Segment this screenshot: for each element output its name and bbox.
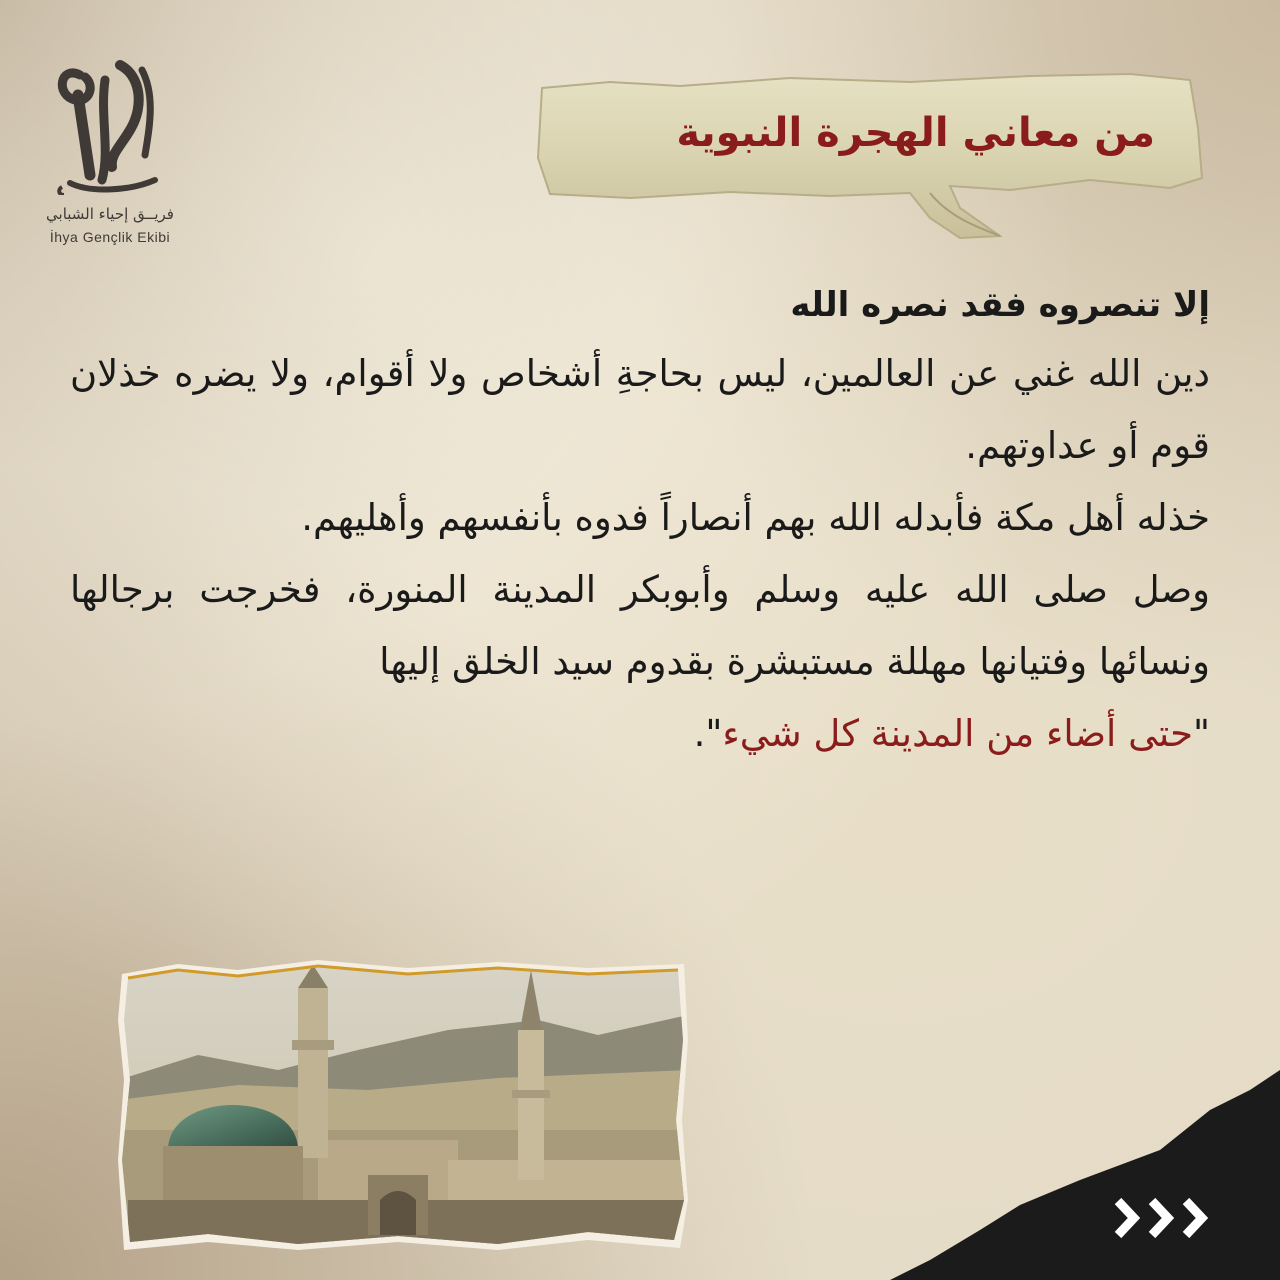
article-heading: إلا تنصروه فقد نصره الله	[790, 285, 1210, 325]
article-body	[70, 272, 1210, 770]
next-page-button[interactable]	[1112, 1195, 1224, 1241]
logo-arabic-name: فريــق إحياء الشبابي	[46, 205, 174, 223]
quote-text: حتى أضاء من المدينة كل شيء	[722, 712, 1193, 755]
calligraphy-logo-icon	[50, 55, 170, 195]
paragraph-2: خذله أهل مكة فأبدله الله بهم أنصاراً فدوه بأنفسهم وأهليهم.	[301, 496, 1210, 539]
torn-paper-strip	[530, 68, 1210, 248]
team-logo	[30, 55, 190, 255]
mosque-landscape-illustration	[118, 960, 688, 1250]
quote-line	[70, 698, 1210, 770]
mosque-photo	[118, 960, 688, 1250]
page-title: من معاني الهجرة النبوية	[676, 110, 1155, 156]
quote-open-mark: "	[1192, 712, 1210, 755]
paragraph-3: وصل صلى الله عليه وسلم وأبوبكر المدينة المنورة، فخرجت برجالها ونسائها وفتيانها مهللة مستبشرة بقدوم سيد الخلق إليها	[70, 568, 1210, 683]
triple-chevron-right-icon	[1112, 1195, 1224, 1241]
paragraph-1: دين الله غني عن العالمين، ليس بحاجةِ أشخاص ولا أقوام، ولا يضره خذلان قوم أو عداوتهم.	[70, 352, 1210, 467]
logo-turkish-name: İhya Gençlik Ekibi	[49, 229, 171, 245]
quote-close-mark: ".	[693, 712, 723, 755]
title-banner	[530, 68, 1210, 248]
